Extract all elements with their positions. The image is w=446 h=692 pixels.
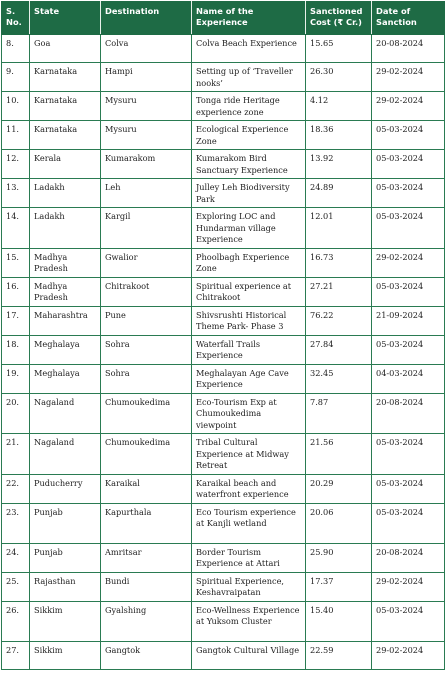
cell-sanctioned-cost: 20.06 [306, 503, 372, 543]
cell-experience-name: Tonga ride Heritage experience zone [192, 92, 306, 121]
cell-date-of-sanction: 05-03-2024 [372, 434, 445, 475]
cell-date-of-sanction: 29-02-2024 [372, 572, 445, 601]
cell-date-of-sanction: 29-02-2024 [372, 641, 445, 669]
header-state: State [30, 2, 101, 35]
cell-destination: Chitrakoot [101, 277, 192, 306]
cell-sno: 17. [2, 306, 30, 335]
cell-sanctioned-cost: 21.56 [306, 434, 372, 475]
table-row [2, 92, 445, 121]
header-date-of-sanction: Date of Sanction [372, 2, 445, 35]
cell-date-of-sanction: 05-03-2024 [372, 503, 445, 543]
cell-destination: Colva [101, 35, 192, 63]
cell-state: Nagaland [30, 393, 101, 434]
cell-date-of-sanction: 05-03-2024 [372, 601, 445, 641]
cell-sanctioned-cost: 12.01 [306, 208, 372, 249]
cell-date-of-sanction: 04-03-2024 [372, 364, 445, 393]
cell-destination: Sohra [101, 364, 192, 393]
cell-experience-name: Julley Leh Biodiversity Park [192, 179, 306, 208]
cell-sno: 27. [2, 641, 30, 669]
cell-sanctioned-cost: 24.89 [306, 179, 372, 208]
cell-date-of-sanction: 20-08-2024 [372, 543, 445, 572]
cell-sanctioned-cost: 26.30 [306, 63, 372, 92]
cell-experience-name: Kumarakom Bird Sanctuary Experience [192, 150, 306, 179]
cell-experience-name: Exploring LOC and Hundarman village Experience [192, 208, 306, 249]
table-row [2, 63, 445, 92]
cell-date-of-sanction: 05-03-2024 [372, 474, 445, 503]
table-row [2, 306, 445, 335]
cell-destination: Chumoukedima [101, 434, 192, 475]
cell-sno: 9. [2, 63, 30, 92]
cell-state: Sikkim [30, 601, 101, 641]
cell-date-of-sanction: 05-03-2024 [372, 208, 445, 249]
cell-sanctioned-cost: 7.87 [306, 393, 372, 434]
cell-state: Punjab [30, 543, 101, 572]
cell-date-of-sanction: 21-09-2024 [372, 306, 445, 335]
table-header [2, 2, 445, 35]
cell-state: Meghalaya [30, 364, 101, 393]
cell-sno: 20. [2, 393, 30, 434]
cell-destination: Hampi [101, 63, 192, 92]
cell-destination: Mysuru [101, 92, 192, 121]
cell-state: Madhya Pradesh [30, 248, 101, 277]
cell-destination: Gangtok [101, 641, 192, 669]
header-experience-name: Name of the Experience [192, 2, 306, 35]
cell-destination: Gwalior [101, 248, 192, 277]
cell-date-of-sanction: 20-08-2024 [372, 393, 445, 434]
cell-date-of-sanction: 05-03-2024 [372, 179, 445, 208]
cell-sanctioned-cost: 17.37 [306, 572, 372, 601]
header-destination: Destination [101, 2, 192, 35]
header-sanctioned-cost: Sanctioned Cost (₹ Cr.) [306, 2, 372, 35]
cell-experience-name: Karaikal beach and waterfront experience [192, 474, 306, 503]
cell-state: Nagaland [30, 434, 101, 475]
cell-state: Karnataka [30, 92, 101, 121]
header-sno: S. No. [2, 2, 30, 35]
cell-sno: 8. [2, 35, 30, 63]
cell-experience-name: Shivsrushti Historical Theme Park- Phase 3 [192, 306, 306, 335]
cell-state: Karnataka [30, 63, 101, 92]
table-row [2, 543, 445, 572]
cell-sanctioned-cost: 13.92 [306, 150, 372, 179]
cell-experience-name: Phoolbagh Experience Zone [192, 248, 306, 277]
cell-experience-name: Spiritual experience at Chitrakoot [192, 277, 306, 306]
cell-sno: 11. [2, 121, 30, 150]
cell-experience-name: Colva Beach Experience [192, 35, 306, 63]
cell-experience-name: Eco-Tourism Exp at Chumoukedima viewpoint [192, 393, 306, 434]
table-row [2, 393, 445, 434]
table-row [2, 121, 445, 150]
cell-date-of-sanction: 29-02-2024 [372, 92, 445, 121]
cell-experience-name: Gangtok Cultural Village [192, 641, 306, 669]
cell-destination: Karaikal [101, 474, 192, 503]
cell-state: Kerala [30, 150, 101, 179]
cell-destination: Gyalshing [101, 601, 192, 641]
table-row [2, 364, 445, 393]
cell-destination: Sohra [101, 335, 192, 364]
cell-sanctioned-cost: 15.65 [306, 35, 372, 63]
cell-destination: Mysuru [101, 121, 192, 150]
table-row [2, 641, 445, 669]
cell-sanctioned-cost: 20.29 [306, 474, 372, 503]
cell-experience-name: Meghalayan Age Cave Experience [192, 364, 306, 393]
cell-date-of-sanction: 20-08-2024 [372, 35, 445, 63]
cell-sanctioned-cost: 15.40 [306, 601, 372, 641]
cell-date-of-sanction: 29-02-2024 [372, 63, 445, 92]
cell-experience-name: Tribal Cultural Experience at Midway Retreat [192, 434, 306, 475]
cell-sno: 25. [2, 572, 30, 601]
table-row [2, 248, 445, 277]
cell-state: Sikkim [30, 641, 101, 669]
cell-date-of-sanction: 05-03-2024 [372, 121, 445, 150]
table-row [2, 503, 445, 543]
cell-experience-name: Eco-Wellness Experience at Yuksom Cluster [192, 601, 306, 641]
cell-experience-name: Spiritual Experience, Keshavraipatan [192, 572, 306, 601]
cell-state: Rajasthan [30, 572, 101, 601]
table-row [2, 179, 445, 208]
cell-sanctioned-cost: 76.22 [306, 306, 372, 335]
table-row [2, 277, 445, 306]
cell-date-of-sanction: 05-03-2024 [372, 277, 445, 306]
cell-destination: Chumoukedima [101, 393, 192, 434]
cell-sno: 22. [2, 474, 30, 503]
cell-sno: 21. [2, 434, 30, 475]
table-row [2, 474, 445, 503]
table-row [2, 434, 445, 475]
sanction-table [1, 1, 445, 670]
cell-state: Madhya Pradesh [30, 277, 101, 306]
cell-sno: 14. [2, 208, 30, 249]
cell-destination: Pune [101, 306, 192, 335]
cell-state: Goa [30, 35, 101, 63]
cell-state: Meghalaya [30, 335, 101, 364]
table-row [2, 572, 445, 601]
cell-sanctioned-cost: 18.36 [306, 121, 372, 150]
cell-destination: Kumarakom [101, 150, 192, 179]
cell-sanctioned-cost: 27.21 [306, 277, 372, 306]
cell-sanctioned-cost: 4.12 [306, 92, 372, 121]
cell-date-of-sanction: 29-02-2024 [372, 248, 445, 277]
cell-destination: Leh [101, 179, 192, 208]
cell-experience-name: Eco Tourism experience at Kanjli wetland [192, 503, 306, 543]
table-row [2, 601, 445, 641]
cell-destination: Bundi [101, 572, 192, 601]
cell-sanctioned-cost: 32.45 [306, 364, 372, 393]
cell-sno: 12. [2, 150, 30, 179]
cell-sno: 23. [2, 503, 30, 543]
table-row [2, 35, 445, 63]
table-row [2, 150, 445, 179]
cell-sno: 18. [2, 335, 30, 364]
cell-sno: 10. [2, 92, 30, 121]
cell-experience-name: Waterfall Trails Experience [192, 335, 306, 364]
cell-date-of-sanction: 05-03-2024 [372, 150, 445, 179]
sanction-table-container [1, 1, 444, 670]
cell-state: Karnataka [30, 121, 101, 150]
cell-experience-name: Ecological Experience Zone [192, 121, 306, 150]
cell-sno: 19. [2, 364, 30, 393]
cell-sanctioned-cost: 27.84 [306, 335, 372, 364]
cell-sanctioned-cost: 16.73 [306, 248, 372, 277]
cell-experience-name: Border Tourism Experience at Attari [192, 543, 306, 572]
cell-sno: 15. [2, 248, 30, 277]
cell-state: Ladakh [30, 179, 101, 208]
cell-sanctioned-cost: 22.59 [306, 641, 372, 669]
header-row [2, 2, 445, 35]
cell-destination: Kargil [101, 208, 192, 249]
cell-state: Maharashtra [30, 306, 101, 335]
table-row [2, 208, 445, 249]
cell-destination: Kapurthala [101, 503, 192, 543]
cell-sno: 16. [2, 277, 30, 306]
cell-destination: Amritsar [101, 543, 192, 572]
cell-sanctioned-cost: 25.90 [306, 543, 372, 572]
cell-date-of-sanction: 05-03-2024 [372, 335, 445, 364]
table-body [2, 35, 445, 670]
cell-state: Ladakh [30, 208, 101, 249]
cell-sno: 13. [2, 179, 30, 208]
cell-sno: 26. [2, 601, 30, 641]
cell-experience-name: Setting up of ‘Traveller nooks’ [192, 63, 306, 92]
cell-state: Puducherry [30, 474, 101, 503]
cell-state: Punjab [30, 503, 101, 543]
table-row [2, 335, 445, 364]
cell-sno: 24. [2, 543, 30, 572]
